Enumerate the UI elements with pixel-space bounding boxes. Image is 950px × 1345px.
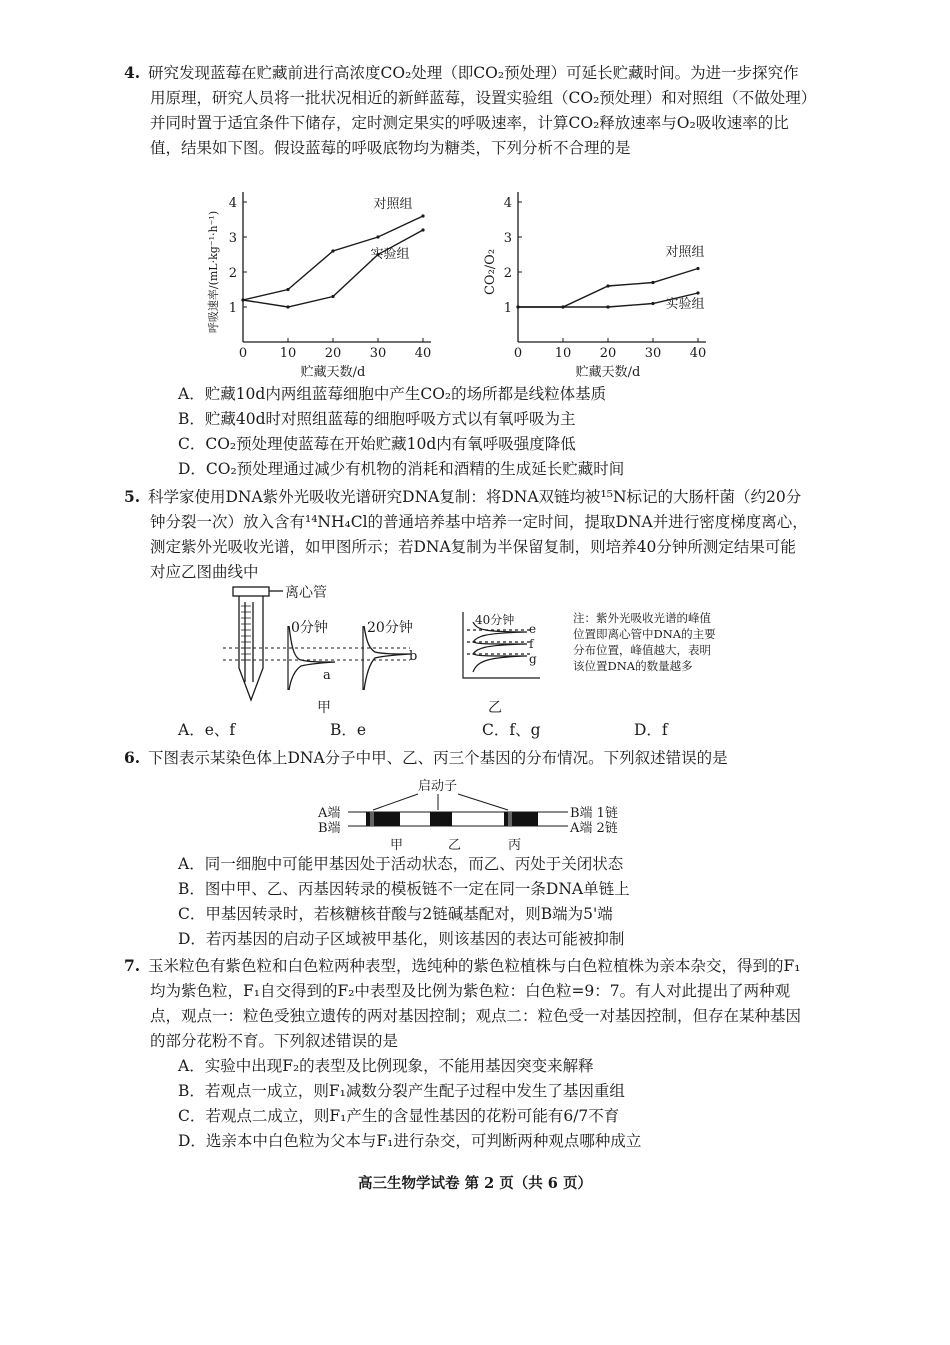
option-a[interactable]: A．e、f bbox=[178, 721, 236, 739]
y-tick-label: 3 bbox=[228, 231, 237, 246]
series-label: 对照组 bbox=[373, 197, 413, 212]
option-a[interactable]: A．同一细胞中可能甲基因处于活动状态，而乙、丙处于关闭状态 bbox=[178, 855, 624, 873]
question-7 bbox=[124, 953, 810, 1154]
note-line-2: 位置即离心管中DNA的主要 bbox=[573, 627, 716, 641]
question-number: 4. bbox=[124, 63, 141, 82]
y-tick-label: 1 bbox=[228, 301, 237, 316]
x-tick-label: 20 bbox=[324, 346, 342, 361]
option-b[interactable]: B．e bbox=[330, 721, 367, 739]
dna-gene-figure bbox=[318, 774, 638, 854]
y-axis-label: CO₂/O₂ bbox=[483, 248, 498, 296]
b-end-bottom: B端 bbox=[318, 821, 341, 836]
question-number: 6. bbox=[124, 748, 141, 767]
x-axis-label: 贮藏天数/d bbox=[575, 365, 641, 380]
y-tick-label: 3 bbox=[503, 231, 512, 246]
centrifuge-figure bbox=[205, 582, 765, 717]
data-point bbox=[331, 295, 334, 298]
a-end-top: A端 bbox=[318, 806, 341, 821]
question-4-options bbox=[150, 382, 810, 482]
question-5-options bbox=[150, 718, 810, 743]
label-e: e bbox=[529, 622, 537, 636]
data-point bbox=[376, 235, 379, 238]
data-point bbox=[286, 305, 289, 308]
label-g: g bbox=[529, 652, 537, 666]
data-point bbox=[651, 281, 654, 284]
y-tick-label: 4 bbox=[503, 196, 512, 211]
question-5 bbox=[124, 484, 810, 585]
x-tick-label: 30 bbox=[644, 346, 662, 361]
data-point bbox=[421, 228, 424, 231]
data-point bbox=[331, 249, 334, 252]
gene-yi-label: 乙 bbox=[448, 838, 462, 853]
promoter-label: 启动子 bbox=[418, 779, 458, 794]
data-point bbox=[606, 284, 609, 287]
data-point bbox=[696, 291, 699, 294]
option-b[interactable]: B．图中甲、乙、丙基因转录的模板链不一定在同一条DNA单链上 bbox=[178, 880, 630, 898]
gene-bing-label: 丙 bbox=[508, 838, 522, 853]
figure-jia-label: 甲 bbox=[317, 700, 331, 716]
y-axis-label: 呼吸速率/(mL·kg⁻¹·h⁻¹) bbox=[207, 210, 220, 334]
gene-jia-label: 甲 bbox=[390, 838, 404, 853]
x-tick-label: 0 bbox=[238, 346, 248, 361]
note-line-4: 该位置DNA的数量越多 bbox=[573, 659, 693, 673]
page-footer: 高三生物学试卷 第 2 页（共 6 页） bbox=[358, 1175, 592, 1192]
data-point bbox=[696, 267, 699, 270]
x-tick-label: 0 bbox=[513, 346, 523, 361]
label-a: a bbox=[323, 668, 331, 683]
series-label: 对照组 bbox=[665, 245, 705, 260]
data-point bbox=[561, 305, 564, 308]
label-b: b bbox=[409, 649, 418, 664]
x-tick-label: 30 bbox=[369, 346, 387, 361]
respiration-rate-chart bbox=[205, 190, 445, 380]
x-axis-label: 贮藏天数/d bbox=[300, 365, 366, 380]
x-tick-label: 40 bbox=[414, 346, 432, 361]
series-label: 实验组 bbox=[665, 297, 705, 312]
x-tick-label: 10 bbox=[279, 346, 297, 361]
option-d[interactable]: D．若丙基因的启动子区域被甲基化，则该基因的表达可能被抑制 bbox=[178, 930, 625, 948]
question-stem: 科学家使用DNA紫外光吸收光谱研究DNA复制：将DNA双链均被¹⁵N标记的大肠杆菌（约20分钟分裂一次）放入含有¹⁴NH₄Cl的普通培养基中培养一定时间，提取DNA并进行密度梯度离心，测定紫外光吸收光谱，如甲图所示；若DNA复制为半保留复制，则培养40分钟所测定结果可能对应乙图曲线中 bbox=[148, 488, 808, 581]
note-line-3: 分布位置，峰值越大，表明 bbox=[573, 643, 711, 657]
label-40-min: 40分钟 bbox=[475, 613, 515, 627]
option-c[interactable]: C．f、g bbox=[482, 721, 541, 739]
y-tick-label: 2 bbox=[228, 266, 237, 281]
option-d[interactable]: D．选亲本中白色粒为父本与F₁进行杂交，可判断两种观点哪种成立 bbox=[178, 1132, 642, 1150]
series-label: 实验组 bbox=[370, 247, 410, 262]
data-point bbox=[241, 298, 244, 301]
figure-yi-label: 乙 bbox=[488, 700, 502, 716]
data-point bbox=[651, 302, 654, 305]
question-stem: 玉米粒色有紫色粒和白色粒两种表型，选纯种的紫色粒植株与白色粒植株为亲本杂交，得到的F₁均为紫色粒，F₁自交得到的F₂中表型及比例为紫色粒：白色粒=9：7。有人对此提出了两种观点，观点一：粒色受独立遗传的两对基因控制；观点二：粒色受一对基因控制，但存在某种基因的部分花粉不育。下列叙述错误的是 bbox=[148, 957, 802, 1050]
data-point bbox=[606, 305, 609, 308]
y-tick-label: 1 bbox=[503, 301, 512, 316]
label-0-min: 0分钟 bbox=[291, 620, 328, 636]
option-d[interactable]: D．f bbox=[634, 721, 668, 739]
a-end-chain-2: A端 2链 bbox=[570, 821, 618, 836]
label-20-min: 20分钟 bbox=[367, 620, 413, 636]
option-b[interactable]: B．若观点一成立，则F₁减数分裂产生配子过程中发生了基因重组 bbox=[178, 1082, 625, 1100]
tube-label: 离心管 bbox=[285, 585, 327, 601]
co2-o2-ratio-chart bbox=[480, 190, 730, 380]
option-c[interactable]: C．甲基因转录时，若核糖核苷酸与2链碱基配对，则B端为5'端 bbox=[178, 905, 613, 923]
data-point bbox=[421, 214, 424, 217]
data-point bbox=[286, 288, 289, 291]
y-tick-label: 2 bbox=[503, 266, 512, 281]
centrifuge-tube bbox=[233, 587, 283, 700]
question-stem: 研究发现蓝莓在贮藏前进行高浓度CO₂处理（即CO₂预处理）可延长贮藏时间。为进一步探究作用原理，研究人员将一批状况相近的新鲜蓝莓，设置实验组（CO₂预处理）和对照组（不做处理）并同时置于适宜条件下储存，定时测定果实的呼吸速率，计算CO₂释放速率与O₂吸收速率的比值，结果如下图。假设蓝莓的呼吸底物均为糖类，下列分析不合理的是 bbox=[148, 64, 809, 157]
question-6 bbox=[124, 745, 810, 771]
question-number: 7. bbox=[124, 956, 141, 975]
x-tick-label: 20 bbox=[599, 346, 617, 361]
question-number: 5. bbox=[124, 487, 141, 506]
y-tick-label: 4 bbox=[228, 196, 237, 211]
label-f: f bbox=[529, 637, 534, 651]
x-tick-label: 40 bbox=[689, 346, 707, 361]
option-c[interactable]: C．若观点二成立，则F₁产生的含显性基因的花粉可能有6/7不育 bbox=[178, 1107, 620, 1125]
question-stem: 下图表示某染色体上DNA分子中甲、乙、丙三个基因的分布情况。下列叙述错误的是 bbox=[148, 749, 728, 767]
option-d[interactable]: D．CO₂预处理通过减少有机物的消耗和酒精的生成延长贮藏时间 bbox=[178, 460, 625, 478]
option-a[interactable]: A．贮藏10d内两组蓝莓细胞中产生CO₂的场所都是线粒体基质 bbox=[178, 385, 607, 403]
question-6-options bbox=[150, 852, 810, 952]
x-tick-label: 10 bbox=[554, 346, 572, 361]
data-point bbox=[516, 305, 519, 308]
option-b[interactable]: B．贮藏40d时对照组蓝莓的细胞呼吸方式以有氧呼吸为主 bbox=[178, 410, 576, 428]
question-4 bbox=[124, 60, 810, 161]
option-a[interactable]: A．实验中出现F₂的表型及比例现象，不能用基因突变来解释 bbox=[178, 1057, 594, 1075]
option-c[interactable]: C．CO₂预处理使蓝莓在开始贮藏10d内有氧呼吸强度降低 bbox=[178, 435, 576, 453]
b-end-chain-1: B端 1链 bbox=[570, 806, 618, 821]
note-line-1: 注：紫外光吸收光谱的峰值 bbox=[573, 611, 711, 625]
gene-blocks bbox=[366, 812, 538, 826]
